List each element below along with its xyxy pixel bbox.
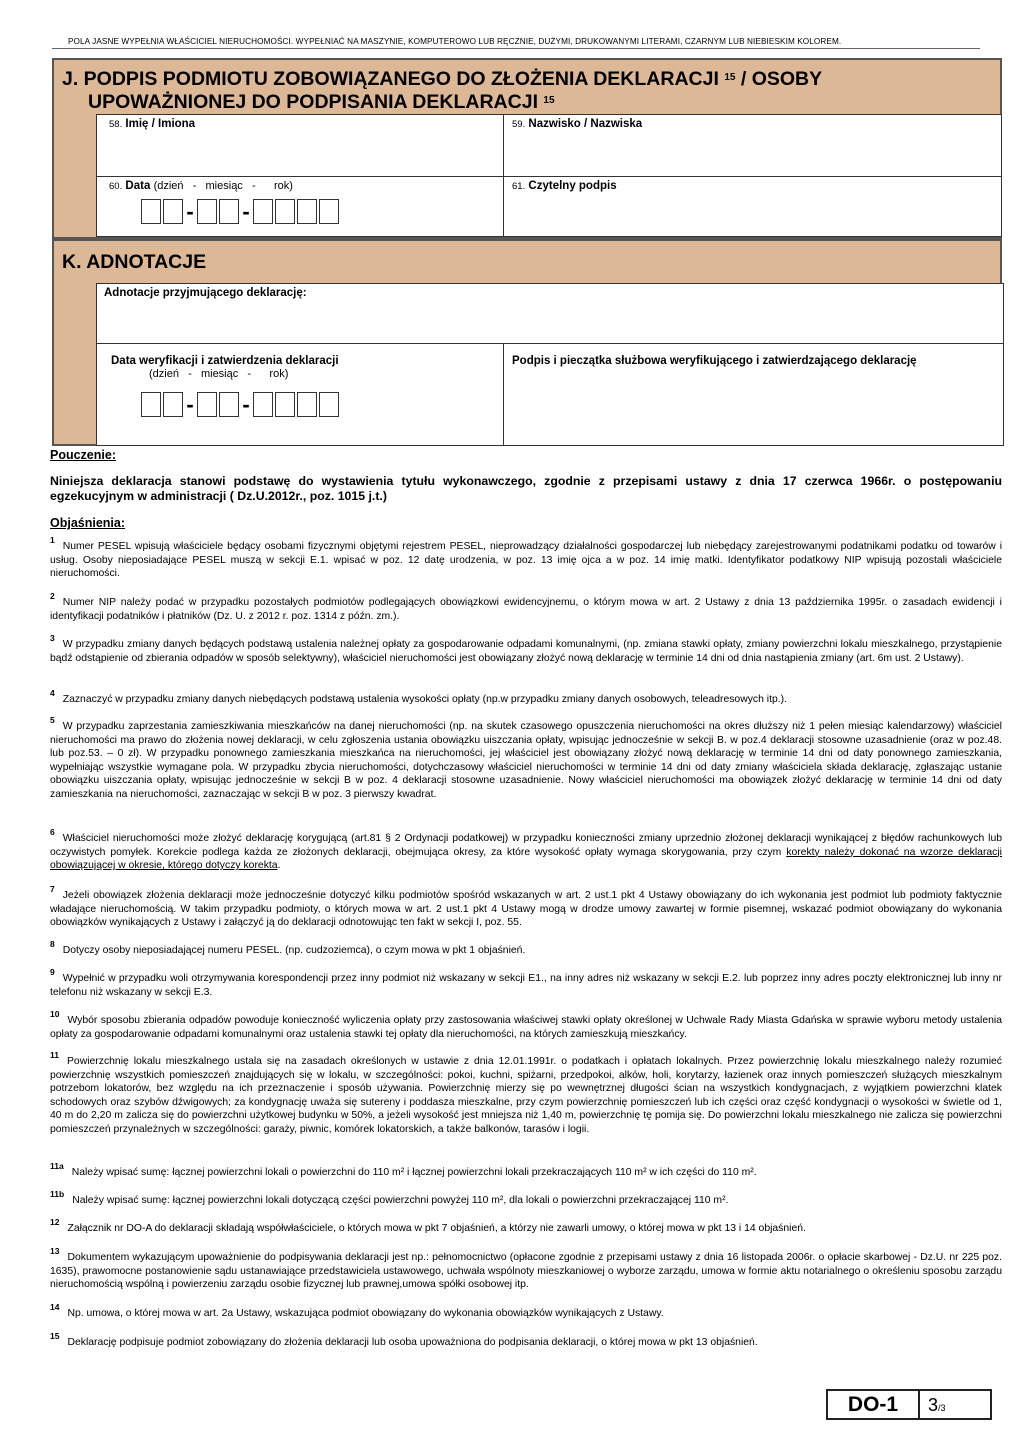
footnote-13: $^{13}$Dokumentem wykazującym upoważnienie do podpisywania deklaracji jest np.: pełnomocnictwo (opłacone zgodnie z przepisami ustawy z dnia 16 listopada 2006r. o opłacie skarbowej - Dz.U. nr 225 poz. 1635), prawomocne postanowienie sądu ustanawiające przedstawiciela ustawowego, uchwała wspólnoty mieszkaniowej o wyborze zarządu, umowa w formie aktu notarialnego o określeniu sposobu zarządu nieruchomością wspólną i powierzeniu zarządu osobie fizycznej lub prawnej,umowa spółki osobowej itp. (50, 1246, 1002, 1291)
field-58-label: Imię / Imiona (125, 118, 196, 130)
year-digit-3[interactable] (297, 392, 317, 417)
field-verification-date[interactable] (96, 343, 504, 446)
pouczenie-text: Niniejsza deklaracja stanowi podstawę do wystawienia tytułu wykonawczego, zgodnie z przepisami ustawy z dnia 17 czerwca 1966r. o postępowaniu egzekucyjnym w administracji ( Dz.U.2012r., poz. 1015 j.t.) (50, 474, 1002, 503)
day-digit-1[interactable] (141, 199, 161, 224)
verification-date-label: Data weryfikacji i zatwierdzenia deklaracji (111, 355, 339, 367)
day-digit-2[interactable] (163, 392, 183, 417)
section-k (52, 239, 1002, 446)
footnote-11a: $^{11a}$Należy wpisać sumę: łącznej powierzchni lokali o powierzchni do 110 m² i łącznej powierzchni lokali przekraczających 110 m² w ich części do 110 m². (50, 1161, 757, 1178)
field-annotations[interactable] (96, 283, 1004, 344)
field-59-last-name[interactable]: 59. Nazwisko / Nazwiska (503, 114, 1002, 177)
year-digit-1[interactable] (253, 392, 273, 417)
field-59-label: Nazwisko / Nazwiska (528, 118, 643, 130)
section-j-title: J. PODPIS PODMIOTU ZOBOWIĄZANEGO DO ZŁOŻENIA DEKLARACJI $^{15}$ / OSOBY UPOWAŻNIONEJ DO PODPISANIA DEKLARACJI $^{15}$ (62, 68, 823, 113)
form-footer (826, 1389, 992, 1420)
annotations-label: Adnotacje przyjmującego deklarację: (104, 287, 307, 299)
footnote-3: $^3$W przypadku zmiany danych będących podstawą ustalenia należnej opłaty za gospodarowanie odpadami komunalnymi, (np. zmiana stawki opłaty, zmiany powierzchni lokalu mieszkalnego, przystąpienie bądź odstąpienie od zbierania odpadów w sposób selektywny), właściciel nieruchomości jest obowiązany złożyć nową deklarację w terminie 14 dni od dnia nastąpienia zmiany (art. 6m ust. 2 Ustawy). (50, 633, 1002, 664)
header-divider (52, 48, 980, 49)
field-58-first-name[interactable]: 58. Imię / Imiona (96, 114, 504, 177)
section-j (52, 58, 1002, 239)
day-digit-2[interactable] (163, 199, 183, 224)
form-code: DO-1 (828, 1391, 920, 1418)
footnote-11: $^{11}$Powierzchnię lokalu mieszkalnego ustala się na zasadach określonych w ustawie z dnia 12.01.1991r. o podatkach i opłatach lokalnych. Przez powierzchnię lokalu mieszkalnego należy rozumieć powierzchnię wszystkich pomieszczeń znajdujących się w lokalu, w szczególności: pokoi, kuchni, spiżarni, przedpokoi, alków, holi, korytarzy, łazienek oraz innych pomieszczeń służących mieszkalnym potrzebom lokatorów, bez względu na ich przeznaczenie i sposób używania. Powierzchnię mierzy się po wewnętrznej długości ścian na wszystkich kondygnacjach, z wyjątkiem powierzchni klatek schodowych oraz szybów dźwigowych; za kondygnację uważa się sutereny i poddasza mieszkalne, przy czym powierzchnię pomieszczeń lub ich części oraz część kondygnacji o wysokości w świetle od 1, 40 m do 2,20 m zalicza się do powierzchni użytkowej budynku w 50%, a jeżeli wysokość jest mniejsza niż 1,40 m, powierzchnię tę pomija się. Do powierzchni lokalu mieszkalnego nie zalicza się powierzchni pomieszczeń przynależnych w szczególności: garaży, piwnic, komórek lokatorskich, a także balkonów, tarasów i logii. (50, 1050, 1002, 1135)
month-digit-2[interactable] (219, 199, 239, 224)
verification-date-hint: (dzień - miesiąc - rok) (149, 368, 289, 380)
field-60-label: Data (125, 180, 151, 192)
pouczenie-heading: Pouczenie: (50, 448, 116, 462)
footnote-11b: $^{11b}$Należy wpisać sumę: łącznej powierzchni lokali dotyczącą części powierzchni powyżej 110 m², dla lokali o powierzchni przekraczającej 110 m². (50, 1189, 729, 1206)
footnote-1: $^1$Numer PESEL wpisują właściciele będący osobami fizycznymi objętymi rejestrem PESEL, nieprowadzący działalności gospodarczej lub niebędący zarejestrowanymi podatnikami podatku od towarów i usług. Osoby nieposiadające PESEL muszą w sekcji E.1. wpisać w poz. 12 datę urodzenia, w poz. 13 imię ojca a w poz. 14 imię matki. Identyfikator podatkowy NIP wpisują pozostali właściciele nieruchomości. (50, 535, 1002, 580)
field-61-signature[interactable]: 61. Czytelny podpis (503, 176, 1002, 237)
year-digit-4[interactable] (319, 392, 339, 417)
official-signature-label: Podpis i pieczątka służbowa weryfikującego i zatwierdzającego deklarację (512, 355, 917, 367)
year-digit-2[interactable] (275, 392, 295, 417)
footnote-4: $^4$Zaznaczyć w przypadku zmiany danych niebędących podstawą ustalenia wysokości opłaty (np.w przypadku zmiany danych osobowych, teleadresowych itp.). (50, 688, 787, 705)
page-number: 3/3 (928, 1395, 946, 1415)
year-digit-4[interactable] (319, 199, 339, 224)
footnote-9: $^9$Wypełnić w przypadku woli otrzymywania korespondencji przez inny podmiot niż wskazany w sekcji E1., na inny adres niż wskazany w sekcji E.2. lub poprzez inny adres poczty elektronicznej lub inny nr telefonu niż wskazany w sekcji E.3. (50, 967, 1002, 998)
header-instruction: POLA JASNE WYPEŁNIA WŁAŚCICIEL NIERUCHOMOŚCI. WYPEŁNIAĆ NA MASZYNIE, KOMPUTEROWO LUB RĘCZNIE, DUŻYMI, DRUKOWANYMI LITERAMI, CZARNYM LUB NIEBIESKIM KOLOREM. (68, 37, 842, 46)
date-separator: - (186, 199, 194, 224)
footnote-14: $^{14}$Np. umowa, o której mowa w art. 2a Ustawy, wskazująca podmiot obowiązany do wykonania obowiązków wynikających z Ustawy. (50, 1302, 664, 1319)
verification-date-boxes[interactable] (141, 392, 341, 417)
date-separator: - (186, 392, 194, 417)
objasnienia-heading: Objaśnienia: (50, 516, 126, 530)
month-digit-2[interactable] (219, 392, 239, 417)
footnote-12: $^{12}$Załącznik nr DO-A do deklaracji składają współwłaściciele, o których mowa w pkt 7 objaśnień, a którzy nie zawarli umowy, o której mowa w pkt 13 i 14 objaśnień. (50, 1217, 806, 1234)
footnote-5: $^5$W przypadku zaprzestania zamieszkiwania mieszkańców na danej nieruchomości (np. na skutek czasowego opuszczenia nieruchomości na okres dłuższy niż 1 pełen miesiąc kalendarzowy) właściciel nieruchomości ma prawo do złożenia nowej deklaracji, w celu zgłoszenia ustania obowiązku uiszczania opłaty, wpisując jednocześnie w sekcji B. w poz.4 deklaracji stosowne uzasadnienie (oraz w poz.48. lub poz.53. – 0 zł). W przypadku ponownego zamieszkania mieszkańca na nieruchomości, jej właściciel jest obowiązany złożyć nową deklarację w terminie 14 dni od daty ponownego zamieszkania, wypełniając wszystkie wymagane pola. W przypadku zbycia nieruchomości, dotychczasowy właściciel nieruchomości w terminie 14 dni od daty zmiany właściciela składa deklarację, zgłaszając ustanie obowiązku uiszczania opłaty, wpisując jednocześnie w sekcji B w poz. 4 deklaracji stosowne uzasadnienie. Nowy właściciel nieruchomości ma obowiązek złożyć deklarację w terminie 14 dni od daty zamieszkania na nieruchomości, zaznaczając w sekcji B w poz. 3 pierwszy kwadrat. (50, 715, 1002, 800)
date-separator: - (242, 392, 250, 417)
section-k-title: K. ADNOTACJE (62, 251, 207, 273)
footnote-8: $^8$Dotyczy osoby nieposiadającej numeru PESEL. (np. cudzoziemca), o czym mowa w pkt 1 objaśnień. (50, 939, 526, 956)
month-digit-1[interactable] (197, 199, 217, 224)
field-60-date[interactable]: 60. Data (dzień - miesiąc - rok) - - (96, 176, 504, 237)
date-separator: - (242, 199, 250, 224)
footnote-2: $^2$Numer NIP należy podać w przypadku pozostałych podmiotów podlegających obowiązkowi ewidencyjnemu, o którym mowa w art. 2 Ustawy z dnia 13 października 1995r. o zasadach ewidencji i identyfikacji podatników i płatników (Dz. U. z 2012 r. poz. 1314 z późn. zm.). (50, 591, 1002, 622)
year-digit-1[interactable] (253, 199, 273, 224)
footnote-7: $^7$Jeżeli obowiązek złożenia deklaracji może jednocześnie dotyczyć kilku podmiotów spośród wskazanych w art. 2 ust.1 pkt 4 Ustawy obowiązany do ich wykonania jest podmiot lub podmioty faktycznie władające nieruchomością. W takim przypadku podmioty, o których mowa w art. 2 ust.1 pkt 4 Ustawy mogą w drodze umowy zawartej w formie pisemnej, wskazać podmiot obowiązany do wykonania obowiązków wynikających z Ustawy i załączyć ją do deklaracji odnotowując ten fakt w sekcji I, poz. 55. (50, 884, 1002, 929)
field-official-signature[interactable] (503, 343, 1004, 446)
footnote-6: $^6$Właściciel nieruchomości może złożyć deklarację korygującą (art.81 § 2 Ordynacji podatkowej) w przypadku konieczności zmiany uprzednio złożonej deklaracji wynikającej z błędów rachunkowych lub oczywistych pomyłek. Korekcie podlega każda ze złożonych deklaracji, obejmująca okresy, za które wysokość opłaty wymaga skorygowania, przy czym korekty należy dokonać na wzorze deklaracji obowiązującej w okresie, którego dotyczy korekta. (50, 827, 1002, 872)
field-61-label: Czytelny podpis (528, 180, 617, 192)
year-digit-2[interactable] (275, 199, 295, 224)
footnote-15: $^{15}$Deklarację podpisuje podmiot zobowiązany do złożenia deklaracji lub osoba upoważniona do podpisania deklaracji, o której mowa w pkt 13 objaśnień. (50, 1331, 758, 1348)
year-digit-3[interactable] (297, 199, 317, 224)
footnote-10: $^{10}$Wybór sposobu zbierania odpadów powoduje konieczność wyliczenia opłaty przy zastosowania właściwej stawki opłaty określonej w Uchwale Rady Miasta Gdańska w sprawie wyboru metody ustalenia opłaty za gospodarowanie odpadami komunalnymi oraz ustalenia stawki tej opłaty dla nieruchomości, na których zamieszkują mieszkańcy. (50, 1009, 1002, 1040)
month-digit-1[interactable] (197, 392, 217, 417)
date-boxes[interactable] (141, 199, 341, 224)
day-digit-1[interactable] (141, 392, 161, 417)
